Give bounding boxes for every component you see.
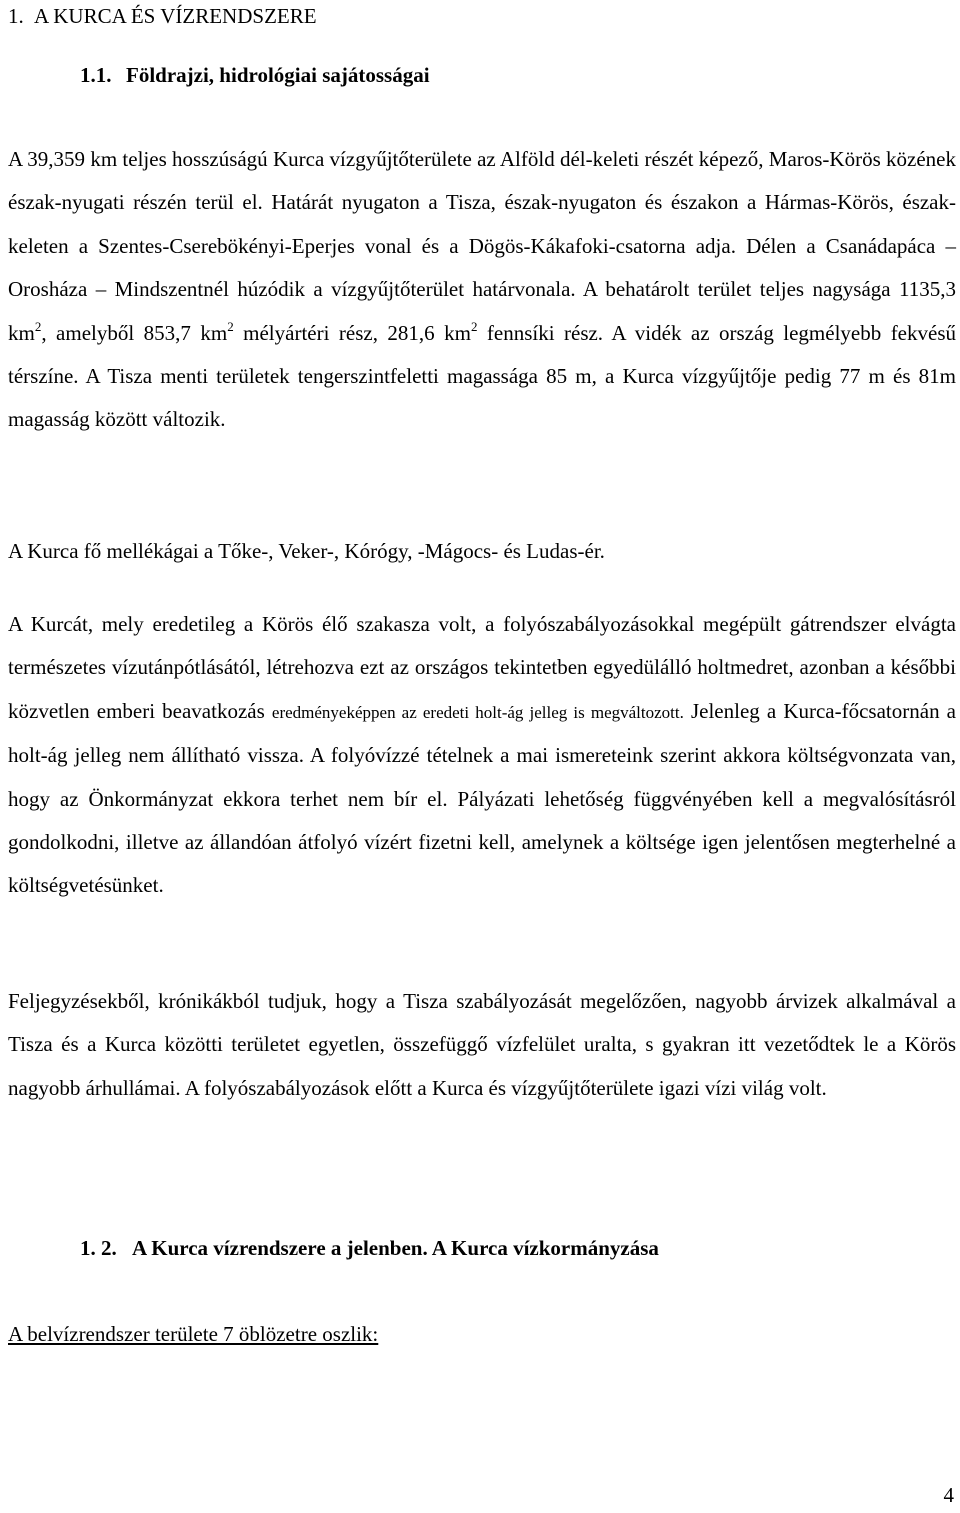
- paragraph-text: fennsíki rész. A vidék az ország legmélyebb fekvésű térszíne. A Tisza menti területek tengerszintfeletti magassága 85 m, a Kurca vízgyűjtője pedig 77 m és 81m magasság között változik.: [8, 320, 956, 432]
- section-heading: [80, 61, 430, 89]
- subsection-title: A Kurca vízrendszere a jelenben. A Kurca vízkormányzása: [132, 1236, 659, 1260]
- paragraph-text: , amelyből 853,7 km: [41, 320, 228, 345]
- paragraph-text: A Kurcát, mely eredetileg a Körös élő szakasza volt, a folyószabályozásokkal megépült gátrendszer elvágta természetes vízutánpótlásától, létrehozva ezt az országos tekintetben egyedülálló holtmedret, azonban a későbbi közvetlen emberi beavatkozás: [8, 612, 956, 723]
- paragraph-text: A 39,359 km teljes hosszúságú Kurca vízgyűjtőterülete az Alföld dél-keleti részét képező, Maros-Körös közének észak-nyugati részén terül el. Határát nyugaton a Tisza, észak-nyugaton és északon a Hármas-Körös, észak-keleten a Szentes-Cserebökényi-Eperjes vonal és a Dögös-Kákafoki-csatorna adja. Délen a Csanádapáca – Orosháza – Mindszentnél húzódik a vízgyűjtőterület határvonala. A behatárolt terület teljes nagysága 1135,3 km: [8, 147, 956, 345]
- section-number: 1.1.: [80, 63, 112, 87]
- superscript: 2: [470, 318, 478, 334]
- paragraph-tributaries: A Kurca fő mellékágai a Tőke-, Veker-, Kórógy, -Mágocs- és Ludas-ér.: [8, 539, 605, 563]
- page-number: 4: [943, 1483, 954, 1507]
- superscript: 2: [227, 318, 234, 334]
- paragraph-text-small: eredményeképpen az eredeti holt-ág jelleg is megváltozott.: [271, 702, 684, 722]
- chapter-heading: [8, 2, 317, 30]
- underlined-subheading: A belvízrendszer területe 7 öblözetre oszlik:: [8, 1322, 379, 1346]
- chapter-number: 1.: [8, 4, 24, 28]
- superscript: 2: [34, 318, 42, 334]
- paragraph-text: mélyártéri rész, 281,6 km: [233, 320, 471, 345]
- paragraph-chronicles: Feljegyzésekből, krónikákból tudjuk, hogy a Tisza szabályozását megelőzően, nagyobb árvizek alkalmával a Tisza és a Kurca közötti területet egyetlen, összefüggő vízfelület uralta, s gyakran itt vezetődtek le a Körös nagyobb árhullámai. A folyószabályozások előtt a Kurca és vízgyűjtőterülete igazi vízi világ volt.: [8, 989, 956, 1100]
- subsection-heading: [80, 1234, 659, 1262]
- chapter-title: A KURCA ÉS VÍZRENDSZERE: [34, 4, 317, 28]
- paragraph-text: Jelenleg a Kurca-főcsatornán a holt-ág jelleg nem állítható vissza. A folyóvízzé tételnek a mai ismereteink szerint akkora költségvonzata van, hogy az Önkormányzat ekkora terhet nem bír el. Pályázati lehetőség függvényében kell a megvalósításról gondolkodni, illetve az állandóan átfolyó vízért fizetni kell, amelynek a költsége igen jelentősen megterhelné a költségvetésünket.: [8, 698, 956, 898]
- section-title: Földrajzi, hidrológiai sajátosságai: [126, 63, 430, 87]
- subsection-number: 1. 2.: [80, 1236, 117, 1260]
- paragraph-history: [8, 603, 956, 908]
- paragraph-geography: [8, 138, 956, 442]
